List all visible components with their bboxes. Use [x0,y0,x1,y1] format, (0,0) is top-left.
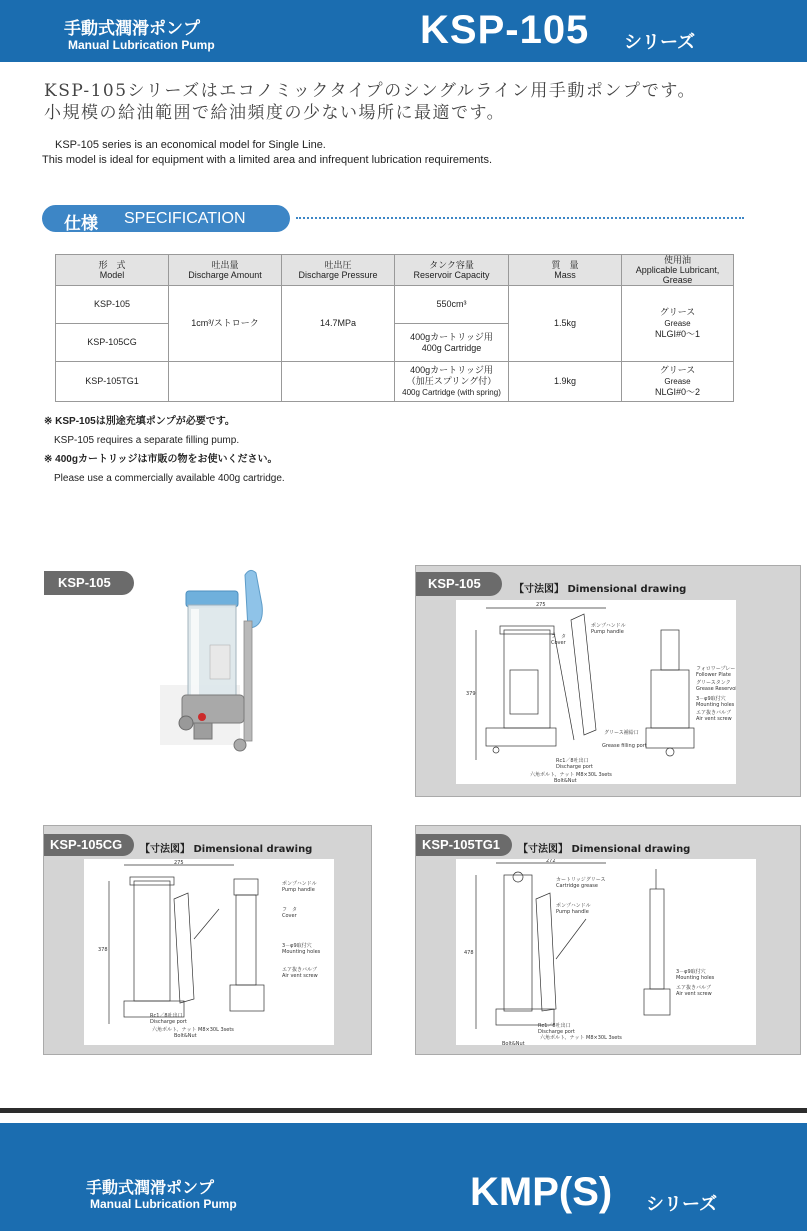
header-title-jp: 手動式潤滑ポンプ [64,19,200,39]
svg-text:ポンプハンドル: ポンプハンドル [556,903,591,909]
svg-text:Mounting holes: Mounting holes [676,975,715,981]
svg-text:478: 478 [464,950,474,956]
svg-text:3－φ9取付穴: 3－φ9取付穴 [282,943,312,949]
cell-capacity: 400gカートリッジ用 400g Cartridge [395,324,509,362]
cell-mass: 1.5kg [509,286,622,362]
table-row [56,362,734,402]
svg-text:フ タ: フ タ [551,634,567,640]
drawing-panel-ksp-105cg [43,825,372,1055]
note-2-en: Please use a commercially available 400g cartridge. [54,473,285,484]
svg-text:グリース補給口: グリース補給口 [604,730,639,736]
th-reservoir-capacity: タンク容量 Reservoir Capacity [395,255,509,286]
cell-mass: 1.9kg [509,362,622,402]
photo-label: KSP-105 [44,571,134,595]
th-discharge-amount: 吐出量 Discharge Amount [169,255,282,286]
cell-model: KSP-105CG [56,324,169,362]
svg-text:Cover: Cover [282,913,297,919]
th-lubricant: 使用油 Applicable Lubricant, Grease [622,255,734,286]
svg-text:グリースタンク: グリースタンク [696,680,731,686]
drawing-heading: 【寸法図】 Dimensional drawing [140,844,313,855]
svg-text:379: 379 [466,691,476,697]
svg-text:Grease Reservoir: Grease Reservoir [696,686,736,692]
svg-text:Cartridge grease: Cartridge grease [556,883,598,889]
table-row [56,286,734,324]
svg-text:Bolt&Nut: Bolt&Nut [554,778,577,784]
svg-text:六角ボルト、ナット M8×30L 3sets: 六角ボルト、ナット M8×30L 3sets [152,1027,234,1033]
svg-text:Rc1／8吐出口: Rc1／8吐出口 [538,1023,571,1029]
svg-text:Grease filling port: Grease filling port [602,743,647,749]
footer-title-jp: 手動式潤滑ポンプ [86,1178,215,1197]
svg-text:Air vent screw: Air vent screw [676,991,712,997]
intro-en-line2: This model is ideal for equipment with a limited area and infrequent lubrication requirements. [42,154,493,166]
drawing-panel-ksp-105 [415,565,801,797]
dotted-rule [296,217,744,219]
svg-text:エア抜きバルブ: エア抜きバルブ [696,710,732,716]
note-1-jp: ※ KSP-105は別途充填ポンプが必要です。 [44,416,235,427]
intro-jp-line1: KSP-105シリーズはエコノミックタイプのシングルライン用手動ポンプです。 [44,81,697,101]
svg-text:Rc1／8吐出口: Rc1／8吐出口 [150,1013,183,1019]
handle-grip [245,570,262,629]
spec-table [55,254,734,402]
cell-empty [282,362,395,402]
svg-text:Discharge port: Discharge port [538,1029,575,1035]
cell-model: KSP-105TG1 [56,362,169,402]
drawing-panel-ksp-105tg1 [415,825,801,1055]
svg-text:Air vent screw: Air vent screw [696,716,732,722]
spec-heading [42,205,290,232]
cell-discharge-pressure: 14.7MPa [282,286,395,362]
svg-text:六角ボルト、ナット M8×30L 3sets: 六角ボルト、ナット M8×30L 3sets [540,1035,622,1041]
pump-photo [150,565,265,757]
svg-text:Mounting holes: Mounting holes [282,949,321,955]
svg-text:275: 275 [536,602,546,608]
intro-jp [44,80,696,124]
svg-text:六角ボルト、ナット M8×30L 3sets: 六角ボルト、ナット M8×30L 3sets [530,772,612,778]
svg-text:Pump handle: Pump handle [556,909,589,915]
drawing-model-label: KSP-105TG1 [416,834,512,856]
notes [44,412,285,488]
svg-text:ポンプハンドル: ポンプハンドル [591,623,626,629]
footer-divider [0,1108,807,1113]
cell-capacity: 550cm³ [395,286,509,324]
cell-discharge-amount: 1cm³/ストローク [169,286,282,362]
svg-text:Follower Plate: Follower Plate [696,672,731,678]
drawing-heading: 【寸法図】 Dimensional drawing [518,844,691,855]
svg-text:フォロワープレート: フォロワープレート [696,666,736,672]
drawing-heading: 【寸法図】 Dimensional drawing [514,584,687,595]
header-series: シリーズ [624,32,696,53]
footer-model: KMP(S) [470,1170,613,1214]
header-title-en: Manual Lubrication Pump [68,38,215,52]
footer-title-en: Manual Lubrication Pump [90,1197,237,1211]
note-1-en: KSP-105 requires a separate filling pump. [54,435,240,446]
th-model: 形 式 Model [56,255,169,286]
cell-lubricant: グリース Grease NLGI#0～2 [622,362,734,402]
svg-text:エア抜きバルブ: エア抜きバルブ [676,985,712,991]
svg-text:Bolt&Nut: Bolt&Nut [174,1033,197,1039]
intro-jp-line2: 小規模の給油範囲で給油頻度の少ない場所に最適です。 [44,103,506,123]
dimensional-drawing [84,859,334,1045]
svg-text:Air vent screw: Air vent screw [282,973,318,979]
svg-text:275: 275 [174,860,184,866]
dimensional-drawing [456,859,756,1045]
cell-empty [169,362,282,402]
svg-text:Pump handle: Pump handle [282,887,315,893]
svg-text:378: 378 [98,947,108,953]
svg-text:Bolt&Nut: Bolt&Nut [502,1041,525,1045]
svg-text:Cover: Cover [551,640,566,646]
drawing-area [84,859,334,1045]
spec-heading-en: SPECIFICATION [124,210,246,227]
svg-text:フ タ: フ タ [282,907,298,913]
svg-text:Pump handle: Pump handle [591,629,624,635]
header-model: KSP-105 [420,8,590,52]
th-mass: 質 量 Mass [509,255,622,286]
svg-text:Mounting holes: Mounting holes [696,702,735,708]
drawing-area [456,859,756,1045]
note-2-jp: ※ 400gカートリッジは市販の物をお使いください。 [44,454,278,465]
cell-model: KSP-105 [56,286,169,324]
air-vent-screw [198,713,206,721]
intro-en-line1: KSP-105 series is an economical model for Single Line. [55,139,326,151]
svg-text:カートリッジグリース: カートリッジグリース [556,877,606,883]
drawing-model-label: KSP-105CG [44,834,134,856]
cell-capacity: 400gカートリッジ用 （加圧スプリング付） 400g Cartridge (with spring) [395,362,509,402]
svg-text:ポンプハンドル: ポンプハンドル [282,881,317,887]
footer-series: シリーズ [646,1194,718,1215]
svg-text:エア抜きバルブ: エア抜きバルブ [282,967,318,973]
dimensional-drawing [456,600,736,784]
spec-header-row [56,255,734,286]
svg-text:Discharge port: Discharge port [556,764,593,770]
svg-text:3－φ9取付穴: 3－φ9取付穴 [676,969,706,975]
spec-heading-jp: 仕様 [64,214,98,234]
cell-lubricant: グリース Grease NLGI#0～1 [622,286,734,362]
handle-lever [244,621,252,741]
drawing-model-label: KSP-105 [416,572,502,596]
intro-en [42,138,492,168]
svg-text:3－φ9取付穴: 3－φ9取付穴 [696,696,726,702]
th-discharge-pressure: 吐出圧 Discharge Pressure [282,255,395,286]
svg-text:Rc1／8吐出口: Rc1／8吐出口 [556,758,589,764]
svg-text:Discharge port: Discharge port [150,1019,187,1025]
drawing-area [456,600,736,784]
svg-text:272: 272 [546,859,556,864]
